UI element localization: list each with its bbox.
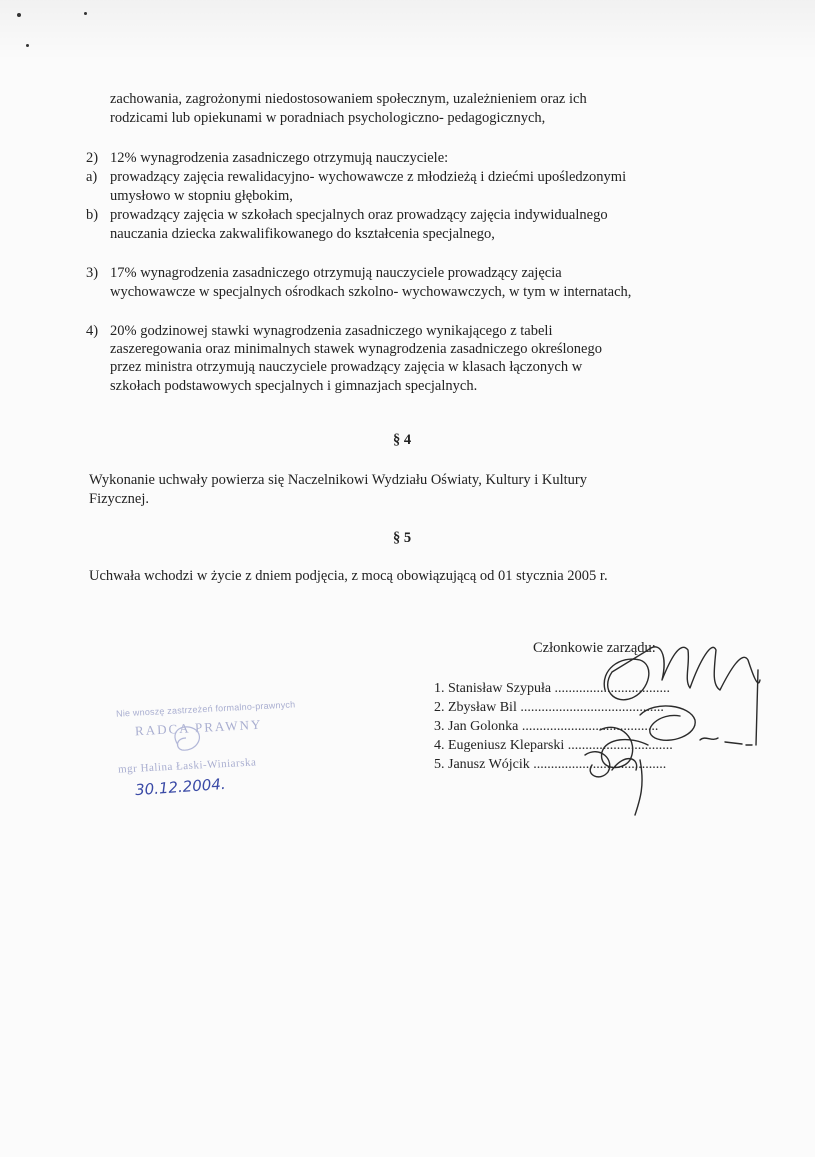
item-2b-marker: b) [86, 207, 99, 223]
item-4-line-2: zaszeregowania oraz minimalnych stawek wynagrodzenia zasadniczego określonego [110, 341, 602, 357]
signature-wojcik [585, 752, 637, 777]
stamp-name: mgr Halina Łaski-Winiarska [117, 756, 257, 776]
item-4-line-4: szkołach podstawowych specjalnych i gimnazjach specjalnych. [110, 378, 478, 394]
section-5-heading: § 5 [393, 530, 412, 546]
board-member-2: 2. Zbysław Bil ......................................... [434, 700, 664, 715]
item-4-number: 4) [86, 323, 99, 339]
item-2-text: 12% wynagrodzenia zasadniczego otrzymują nauczyciele: [110, 150, 449, 166]
item-4-line-1: 20% godzinowej stawki wynagrodzenia zasadniczego wynikającego z tabeli [110, 323, 553, 339]
signature-szypula [604, 647, 760, 700]
board-member-3: 3. Jan Golonka ....................................... [434, 719, 659, 734]
section-4-heading: § 4 [393, 432, 412, 448]
item-4-line-3: przez ministra otrzymują nauczyciele prowadzący zajęcia w klasach łączonych w [110, 359, 583, 375]
signature-tail [635, 670, 758, 815]
stamp-title: RADCA PRAWNY [134, 716, 263, 739]
section-4-line-1: Wykonanie uchwały powierza się Naczelnikowi Wydziału Oświaty, Kultury i Kultury [89, 472, 587, 488]
item-3-number: 3) [86, 265, 99, 281]
item-2-number: 2) [86, 150, 99, 166]
board-title: Członkowie zarządu: [533, 640, 656, 656]
board-member-4: 4. Eugeniusz Kleparski .............................. [434, 738, 673, 753]
item-2b-line-2: nauczania dziecka zakwalifikowanego do kształcenia specjalnego, [110, 226, 495, 242]
board-member-5: 5. Janusz Wójcik ...................................... [434, 757, 667, 772]
handwritten-date: 30.12.2004. [134, 774, 227, 800]
signature-kleparski [700, 738, 752, 745]
stamp-scribble [175, 727, 199, 750]
board-member-1: 1. Stanisław Szypuła ................................. [434, 681, 671, 696]
intro-line-2: rodzicami lub opiekunami w poradniach psychologiczno- pedagogicznych, [110, 110, 546, 126]
section-5-text: Uchwała wchodzi w życie z dniem podjęcia, z mocą obowiązującą od 01 stycznia 2005 r. [89, 568, 608, 584]
item-2a-line-1: prowadzący zajęcia rewalidacyjno- wychowawcze z młodzieżą i dziećmi upośledzonymi [110, 169, 627, 185]
intro-line-1: zachowania, zagrożonymi niedostosowaniem społecznym, uzależnieniem oraz ich [110, 91, 587, 107]
item-2a-line-2: umysłowo w stopniu głębokim, [110, 188, 293, 204]
section-4-line-2: Fizycznej. [89, 491, 149, 507]
item-2a-marker: a) [86, 169, 98, 185]
signature-bil [640, 706, 695, 740]
item-3-line-1: 17% wynagrodzenia zasadniczego otrzymują nauczyciele prowadzący zajęcia [110, 265, 562, 281]
item-2b-line-1: prowadzący zajęcia w szkołach specjalnych oraz prowadzący zajęcia indywidualnego [110, 207, 608, 223]
item-3-line-2: wychowawcze w specjalnych ośrodkach szkolno- wychowawczych, w tym w internatach, [110, 284, 632, 300]
stamp-approval-line: Nie wnoszę zastrzeżeń formalno-prawnych [115, 699, 296, 719]
